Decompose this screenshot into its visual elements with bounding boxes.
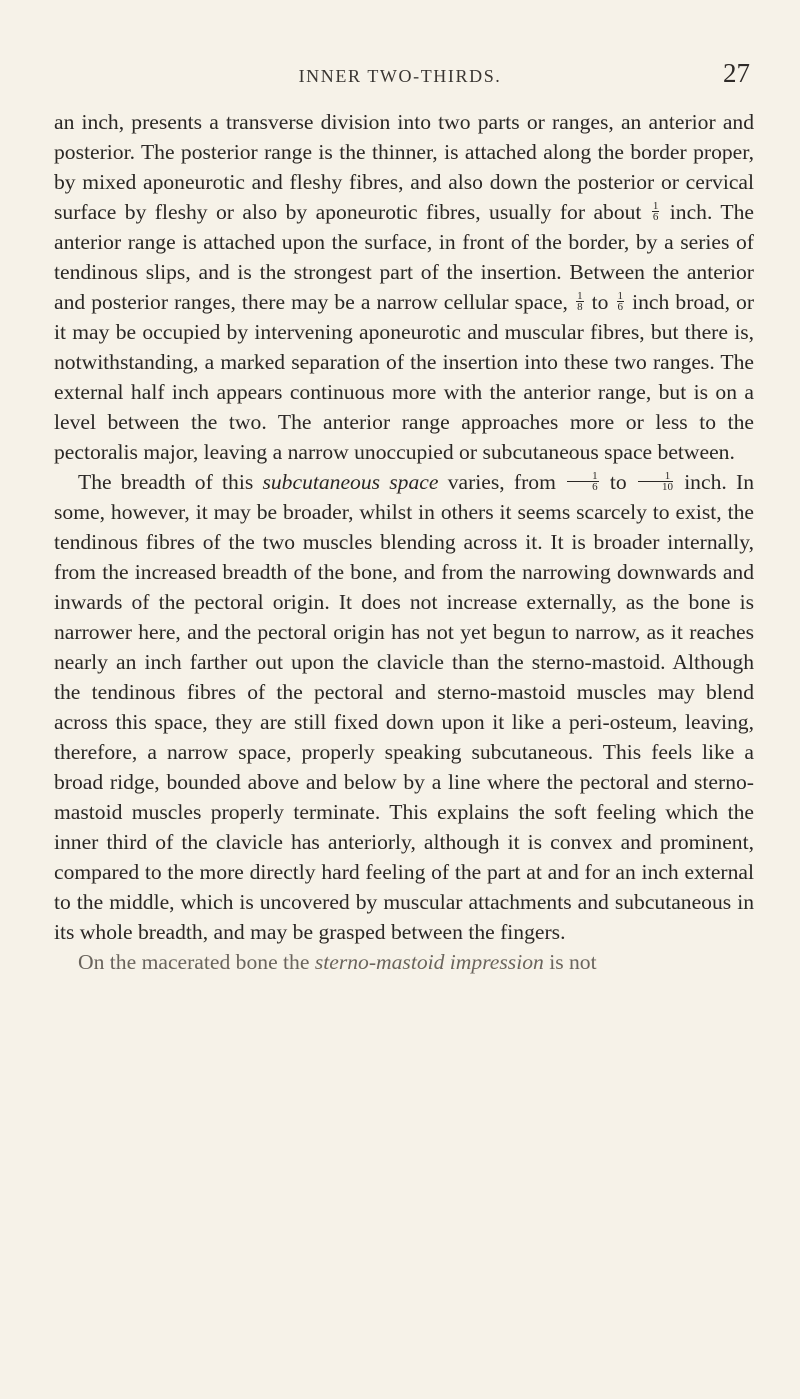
fraction-one-sixth-2: $\frac{1}{6}$	[617, 289, 624, 313]
running-title: INNER TWO-THIRDS.	[298, 66, 502, 86]
fraction-one-tenth: $\frac{1}{10}$	[638, 471, 673, 492]
body-text	[54, 107, 754, 977]
paragraph-2-text-d: inch. In some, however, it may be broader, whilst in others it seems scarcely to exist, the tendinous fibres of the two muscles blending across it. It is broader internally, from the increased breadth of the bone, and from the narrowing downwards and inwards of the pectoral origin. It does not increase externally, as the bone is narrower here, and the pectoral origin has not yet begun to narrow, as it reaches nearly an inch farther out upon the clavicle than the sterno-mastoid. Although the tendinous fibres of the pectoral and sterno-mastoid muscles may blend across this space, they are still fixed down upon it like a peri-osteum, leaving, therefore, a narrow space, properly speaking subcutaneous. This feels like a broad ridge, bounded above and below by a line where the pectoral and sterno-mastoid muscles properly terminate. This explains the soft feeling which the inner third of the clavicle has anteriorly, although it is convex and prominent, compared to the more directly hard feeling of the part at and for an inch external to the middle, which is uncovered by muscular attachments and subcutaneous in its whole breadth, and may be grasped between the fingers.	[54, 470, 754, 944]
fraction-one-eighth: $\frac{1}{8}$	[577, 289, 583, 313]
paragraph-1-text-c: to	[591, 290, 609, 314]
paragraph-1-text-d: inch broad, or it may be occupied by intervening aponeurotic and muscular fibres, but there is, notwithstanding, a marked separation of the insertion into these two ranges. The external half inch appears continuous more with the anterior range, but is on a level between the two. The anterior range approaches more or less to the pectoralis major, leaving a narrow unoccupied or subcutaneous space between.	[54, 290, 755, 464]
paragraph-3-text-a: On the macerated bone the	[78, 950, 310, 974]
term-sterno-mastoid-impression: sterno-mastoid impression	[314, 950, 544, 974]
fraction-one-sixth: $\frac{1}{6}$	[652, 199, 659, 223]
paragraph-2-text-b: varies, from	[447, 470, 556, 494]
paragraph-1	[54, 107, 754, 467]
paragraph-3-text-b: is not	[549, 950, 597, 974]
paragraph-1-text-a: an inch, presents a transverse division into two parts or ranges, an anterior and posterior. The posterior range is the thinner, is attached along the border proper, by mixed aponeurotic and fleshy fibres, and also down the posterior or cervical surface by fleshy or also by aponeurotic fibres, usually for about	[54, 110, 754, 224]
running-head	[0, 58, 800, 92]
fraction-one-sixth-3: $\frac{1}{6}$	[567, 471, 599, 492]
paragraph-1-text-b: inch. The anterior range is attached upon the surface, in front of the border, by a series of tendinous slips, and is the strongest part of the insertion. Between the anterior and posterior ranges, there may be a narrow cellular space,	[54, 200, 754, 314]
paragraph-2-text-a: The breadth of this	[78, 470, 254, 494]
page-number: 27	[723, 58, 750, 88]
paragraph-3	[54, 947, 754, 977]
paragraph-2	[54, 467, 754, 947]
paragraph-2-text-c: to	[609, 470, 627, 494]
term-subcutaneous-space: subcutaneous space	[262, 470, 439, 494]
